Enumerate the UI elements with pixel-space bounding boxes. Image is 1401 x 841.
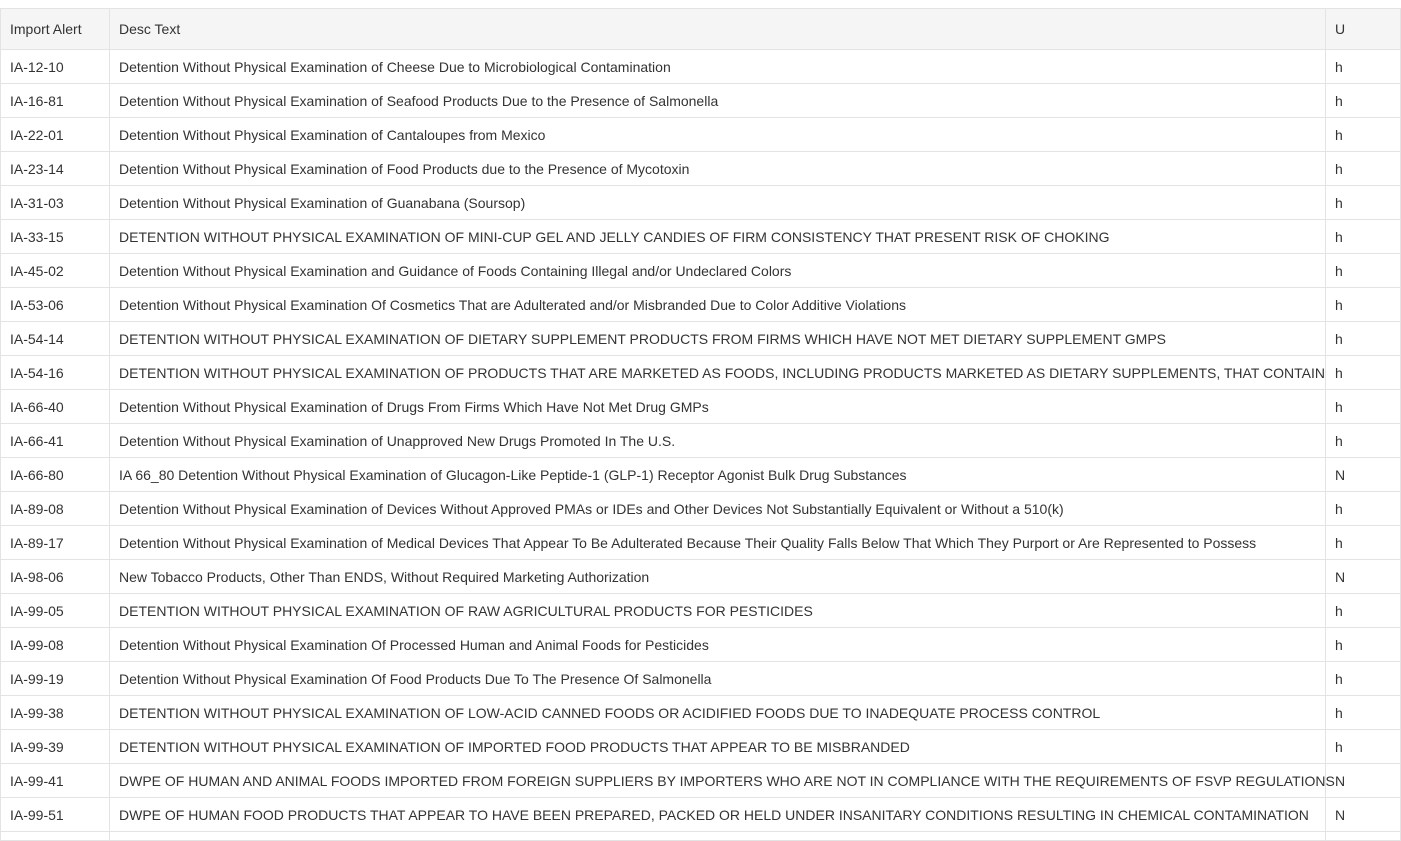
truncated-column-cell: N [1326,764,1401,798]
table-row[interactable] [1,220,1401,254]
table-row-partial [1,832,1401,841]
desc-text-cell: Detention Without Physical Examination of Devices Without Approved PMAs or IDEs and Other Devices Not Substantially Equivalent or Without a 510(k) [110,492,1326,526]
import-alert-cell: IA-23-14 [1,152,110,186]
table-row[interactable] [1,254,1401,288]
column-header-desc-text[interactable]: Desc Text [110,9,1326,50]
desc-text-cell: Detention Without Physical Examination of Cantaloupes from Mexico [110,118,1326,152]
desc-text-cell: Detention Without Physical Examination and Guidance of Foods Containing Illegal and/or Undeclared Colors [110,254,1326,288]
table-row[interactable] [1,390,1401,424]
desc-text-cell: Detention Without Physical Examination of Medical Devices That Appear To Be Adulterated Because Their Quality Falls Below That Which They Purport or Are Represented to Possess [110,526,1326,560]
truncated-column-cell: h [1326,526,1401,560]
import-alert-cell: IA-53-06 [1,288,110,322]
truncated-column-cell: h [1326,628,1401,662]
truncated-column-cell: h [1326,492,1401,526]
import-alert-cell: IA-33-15 [1,220,110,254]
desc-text-cell: Detention Without Physical Examination of Unapproved New Drugs Promoted In The U.S. [110,424,1326,458]
import-alert-cell: IA-66-41 [1,424,110,458]
desc-text-cell: DETENTION WITHOUT PHYSICAL EXAMINATION OF DIETARY SUPPLEMENT PRODUCTS FROM FIRMS WHICH HAVE NOT MET DIETARY SUPPLEMENT GMPS [110,322,1326,356]
column-header-truncated[interactable]: U [1326,9,1401,50]
table-row[interactable] [1,152,1401,186]
desc-text-cell: DETENTION WITHOUT PHYSICAL EXAMINATION OF LOW-ACID CANNED FOODS OR ACIDIFIED FOODS DUE TO INADEQUATE PROCESS CONTROL [110,696,1326,730]
truncated-column-cell: h [1326,594,1401,628]
import-alert-cell: IA-16-81 [1,84,110,118]
table-row[interactable] [1,662,1401,696]
import-alert-cell: IA-99-51 [1,798,110,832]
desc-text-cell: Detention Without Physical Examination of Seafood Products Due to the Presence of Salmonella [110,84,1326,118]
import-alert-cell: IA-99-39 [1,730,110,764]
desc-text-cell: IA 66_80 Detention Without Physical Examination of Glucagon-Like Peptide-1 (GLP-1) Receptor Agonist Bulk Drug Substances [110,458,1326,492]
truncated-column-cell: h [1326,662,1401,696]
truncated-column-cell: h [1326,730,1401,764]
truncated-column-cell: h [1326,50,1401,84]
desc-text-cell: DWPE OF HUMAN FOOD PRODUCTS THAT APPEAR TO HAVE BEEN PREPARED, PACKED OR HELD UNDER INSANITARY CONDITIONS RESULTING IN CHEMICAL CONTAMINATION [110,798,1326,832]
import-alert-cell: IA-54-16 [1,356,110,390]
desc-text-cell: DETENTION WITHOUT PHYSICAL EXAMINATION OF PRODUCTS THAT ARE MARKETED AS FOODS, INCLUDING PRODUCTS MARKETED AS DIETARY SUPPLEMENTS, THAT CONTAIN [110,356,1326,390]
table-row[interactable] [1,730,1401,764]
truncated-column-cell: h [1326,322,1401,356]
desc-text-cell: DETENTION WITHOUT PHYSICAL EXAMINATION OF IMPORTED FOOD PRODUCTS THAT APPEAR TO BE MISBRANDED [110,730,1326,764]
truncated-column-cell: h [1326,118,1401,152]
import-alert-cell: IA-98-06 [1,560,110,594]
table-row[interactable] [1,84,1401,118]
import-alert-cell: IA-54-14 [1,322,110,356]
table-row[interactable] [1,526,1401,560]
desc-text-cell: Detention Without Physical Examination Of Processed Human and Animal Foods for Pesticides [110,628,1326,662]
table-row[interactable] [1,50,1401,84]
desc-text-cell: Detention Without Physical Examination Of Cosmetics That are Adulterated and/or Misbranded Due to Color Additive Violations [110,288,1326,322]
import-alert-cell: IA-66-40 [1,390,110,424]
truncated-column-cell: h [1326,186,1401,220]
truncated-column-cell: N [1326,798,1401,832]
import-alert-cell: IA-45-02 [1,254,110,288]
desc-text-cell: Detention Without Physical Examination Of Food Products Due To The Presence Of Salmonella [110,662,1326,696]
table-row[interactable] [1,288,1401,322]
desc-text-cell: DWPE OF HUMAN AND ANIMAL FOODS IMPORTED FROM FOREIGN SUPPLIERS BY IMPORTERS WHO ARE NOT IN COMPLIANCE WITH THE REQUIREMENTS OF FSVP REGULATIONS [110,764,1326,798]
table-row[interactable] [1,628,1401,662]
import-alert-cell: IA-31-03 [1,186,110,220]
truncated-column-cell: h [1326,390,1401,424]
table-header-row [1,9,1401,50]
table-row[interactable] [1,458,1401,492]
truncated-column-cell: h [1326,288,1401,322]
import-alert-cell: IA-99-05 [1,594,110,628]
truncated-column-cell: h [1326,84,1401,118]
table-row[interactable] [1,696,1401,730]
import-alert-cell: IA-89-08 [1,492,110,526]
truncated-column-cell: h [1326,152,1401,186]
truncated-column-cell: N [1326,458,1401,492]
import-alert-cell: IA-12-10 [1,50,110,84]
empty-cell [110,832,1326,841]
table-row[interactable] [1,356,1401,390]
table-row[interactable] [1,424,1401,458]
import-alert-cell: IA-22-01 [1,118,110,152]
truncated-column-cell: h [1326,696,1401,730]
empty-cell [1,832,110,841]
table-row[interactable] [1,798,1401,832]
truncated-column-cell: h [1326,220,1401,254]
import-alert-cell: IA-99-08 [1,628,110,662]
table-row[interactable] [1,764,1401,798]
truncated-column-cell: N [1326,560,1401,594]
column-header-import-alert[interactable]: Import Alert [1,9,110,50]
empty-cell [1326,832,1401,841]
desc-text-cell: New Tobacco Products, Other Than ENDS, Without Required Marketing Authorization [110,560,1326,594]
import-alert-cell: IA-99-19 [1,662,110,696]
import-alert-cell: IA-89-17 [1,526,110,560]
import-alerts-table [0,8,1401,841]
desc-text-cell: Detention Without Physical Examination of Guanabana (Soursop) [110,186,1326,220]
truncated-column-cell: h [1326,424,1401,458]
desc-text-cell: Detention Without Physical Examination of Food Products due to the Presence of Mycotoxin [110,152,1326,186]
desc-text-cell: DETENTION WITHOUT PHYSICAL EXAMINATION OF MINI-CUP GEL AND JELLY CANDIES OF FIRM CONSISTENCY THAT PRESENT RISK OF CHOKING [110,220,1326,254]
truncated-column-cell: h [1326,254,1401,288]
desc-text-cell: Detention Without Physical Examination of Cheese Due to Microbiological Contamination [110,50,1326,84]
import-alert-cell: IA-99-38 [1,696,110,730]
table-row[interactable] [1,118,1401,152]
import-alerts-grid [0,8,1346,834]
table-row[interactable] [1,186,1401,220]
desc-text-cell: DETENTION WITHOUT PHYSICAL EXAMINATION OF RAW AGRICULTURAL PRODUCTS FOR PESTICIDES [110,594,1326,628]
import-alert-cell: IA-99-41 [1,764,110,798]
table-row[interactable] [1,560,1401,594]
truncated-column-cell: h [1326,356,1401,390]
table-row[interactable] [1,492,1401,526]
table-body [1,50,1401,841]
table-row[interactable] [1,594,1401,628]
import-alert-cell: IA-66-80 [1,458,110,492]
table-row[interactable] [1,322,1401,356]
desc-text-cell: Detention Without Physical Examination of Drugs From Firms Which Have Not Met Drug GMPs [110,390,1326,424]
